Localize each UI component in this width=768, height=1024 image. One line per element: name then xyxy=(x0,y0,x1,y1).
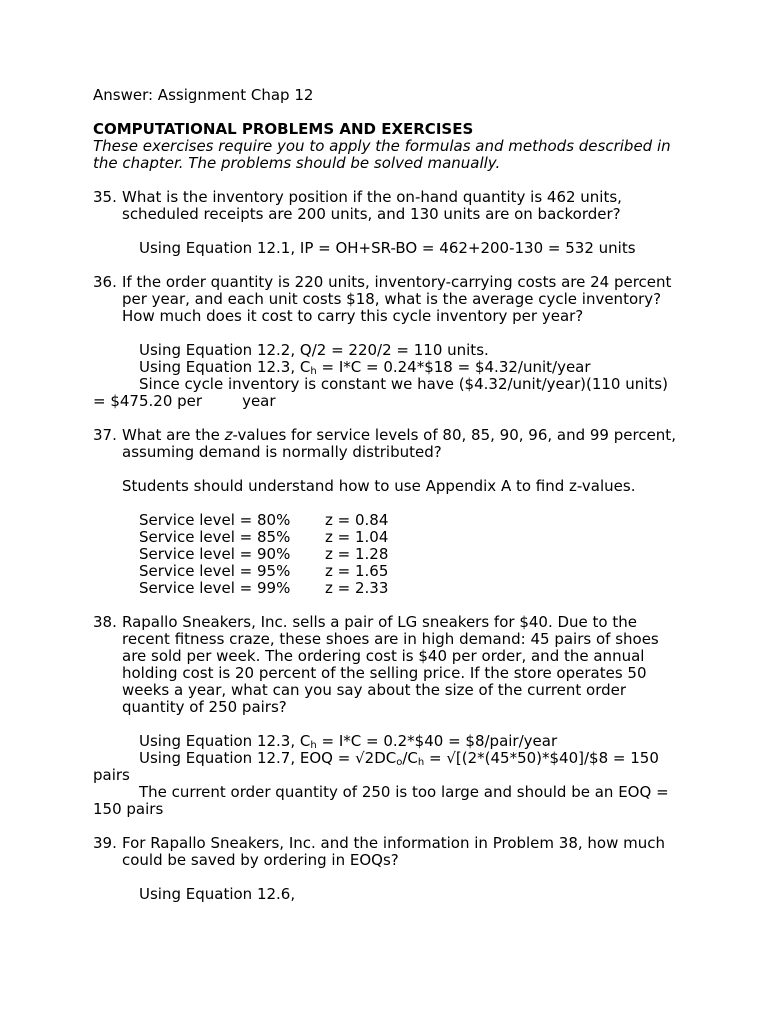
answer-line xyxy=(122,359,683,376)
z-value: z = 1.28 xyxy=(325,545,389,563)
service-level-list xyxy=(122,512,683,597)
answer-line xyxy=(122,733,683,750)
answer-note: Students should understand how to use Appendix A to find z-values. xyxy=(122,477,636,495)
service-level: Service level = 85% xyxy=(139,528,291,546)
question-italic: z xyxy=(224,426,233,444)
problem-37 xyxy=(93,427,683,597)
question-text: -values for service levels of 80, 85, 90, 96, and 99 percent, assuming demand is normally distributed? xyxy=(122,426,676,461)
section-intro: These exercises require you to apply the formulas and methods described in the chapter. The problems should be solved manually. xyxy=(93,137,671,172)
answer-text: year xyxy=(242,392,276,410)
z-value: z = 1.65 xyxy=(325,562,389,580)
problem-39 xyxy=(93,835,683,903)
problem-answer xyxy=(93,886,683,903)
problem-number: 35. xyxy=(93,188,117,206)
service-level-row xyxy=(122,563,683,580)
problem-38 xyxy=(93,614,683,818)
subscript: h xyxy=(310,740,317,751)
problem-answer xyxy=(93,342,683,410)
document-body xyxy=(93,87,683,920)
problem-question xyxy=(93,835,683,869)
z-value: z = 1.04 xyxy=(325,528,389,546)
service-level-row xyxy=(122,512,683,529)
problem-answer xyxy=(93,733,683,818)
answer-line: Using Equation 12.1, IP = OH+SR-BO = 462+200-130 = 532 units xyxy=(139,239,636,257)
service-level-row xyxy=(122,580,683,597)
z-value: z = 2.33 xyxy=(325,579,389,597)
problem-number: 37. xyxy=(93,426,117,444)
answer-line: Using Equation 12.2, Q/2 = 220/2 = 110 units. xyxy=(139,341,489,359)
answer-text: = I*C = 0.2*$40 = $8/pair/year xyxy=(316,732,558,750)
answer-text: Using Equation 12.3, C xyxy=(139,732,311,750)
service-level: Service level = 90% xyxy=(139,545,291,563)
service-level: Service level = 99% xyxy=(139,579,291,597)
problem-number: 38. xyxy=(93,613,117,631)
answer-line: Using Equation 12.6, xyxy=(139,885,296,903)
answer-line xyxy=(93,750,683,784)
problem-question xyxy=(93,274,683,325)
problem-answer xyxy=(93,478,683,597)
problem-number: 36. xyxy=(93,273,117,291)
problem-number: 39. xyxy=(93,834,117,852)
question-text: What is the inventory position if the on-hand quantity is 462 units, scheduled receipts are 200 units, and 130 units are on backorder? xyxy=(122,188,622,223)
question-text: Rapallo Sneakers, Inc. sells a pair of LG sneakers for $40. Due to the recent fitness craze, these shoes are in high demand: 45 pairs of shoes are sold per week. The ordering cost is $40 per order, and the annual holding cost is 20 percent of the selling price. If the store operates 50 weeks a year, what can you say about the size of the current order quantity of 250 pairs? xyxy=(122,613,659,716)
answer-text: Since cycle inventory is constant we have ($4.32/unit/year)(110 units) = $475.20 per xyxy=(93,375,668,410)
problem-answer xyxy=(93,240,683,257)
service-level-row xyxy=(122,546,683,563)
page-title: Answer: Assignment Chap 12 xyxy=(93,86,314,104)
answer-text: = I*C = 0.24*$18 = $4.32/unit/year xyxy=(316,358,591,376)
answer-text: /C xyxy=(402,749,418,767)
problem-36 xyxy=(93,274,683,410)
subscript: o xyxy=(396,757,403,768)
problem-question xyxy=(93,189,683,223)
answer-line: The current order quantity of 250 is too large and should be an EOQ = 150 pairs xyxy=(93,783,669,818)
problem-question xyxy=(93,427,683,461)
question-text: What are the xyxy=(122,426,225,444)
answer-text: = √[(2*(45*50)*$40]/$8 = 150 pairs xyxy=(93,749,659,784)
answer-text: Using Equation 12.7, EOQ = √2DC xyxy=(139,749,397,767)
answer-line xyxy=(93,376,683,410)
service-level: Service level = 80% xyxy=(139,511,291,529)
question-text: For Rapallo Sneakers, Inc. and the information in Problem 38, how much could be saved by ordering in EOQs? xyxy=(122,834,666,869)
z-value: z = 0.84 xyxy=(325,511,389,529)
section-heading: COMPUTATIONAL PROBLEMS AND EXERCISES xyxy=(93,120,474,138)
problem-question xyxy=(93,614,683,716)
problem-35 xyxy=(93,189,683,257)
question-text: If the order quantity is 220 units, inventory-carrying costs are 24 percent per year, and each unit costs $18, what is the average cycle inventory? How much does it cost to carry this cycle inventory per year? xyxy=(122,273,672,325)
answer-text: Using Equation 12.3, C xyxy=(139,358,311,376)
subscript: h xyxy=(417,757,425,768)
subscript: h xyxy=(310,366,317,377)
service-level: Service level = 95% xyxy=(139,562,291,580)
service-level-row xyxy=(122,529,683,546)
